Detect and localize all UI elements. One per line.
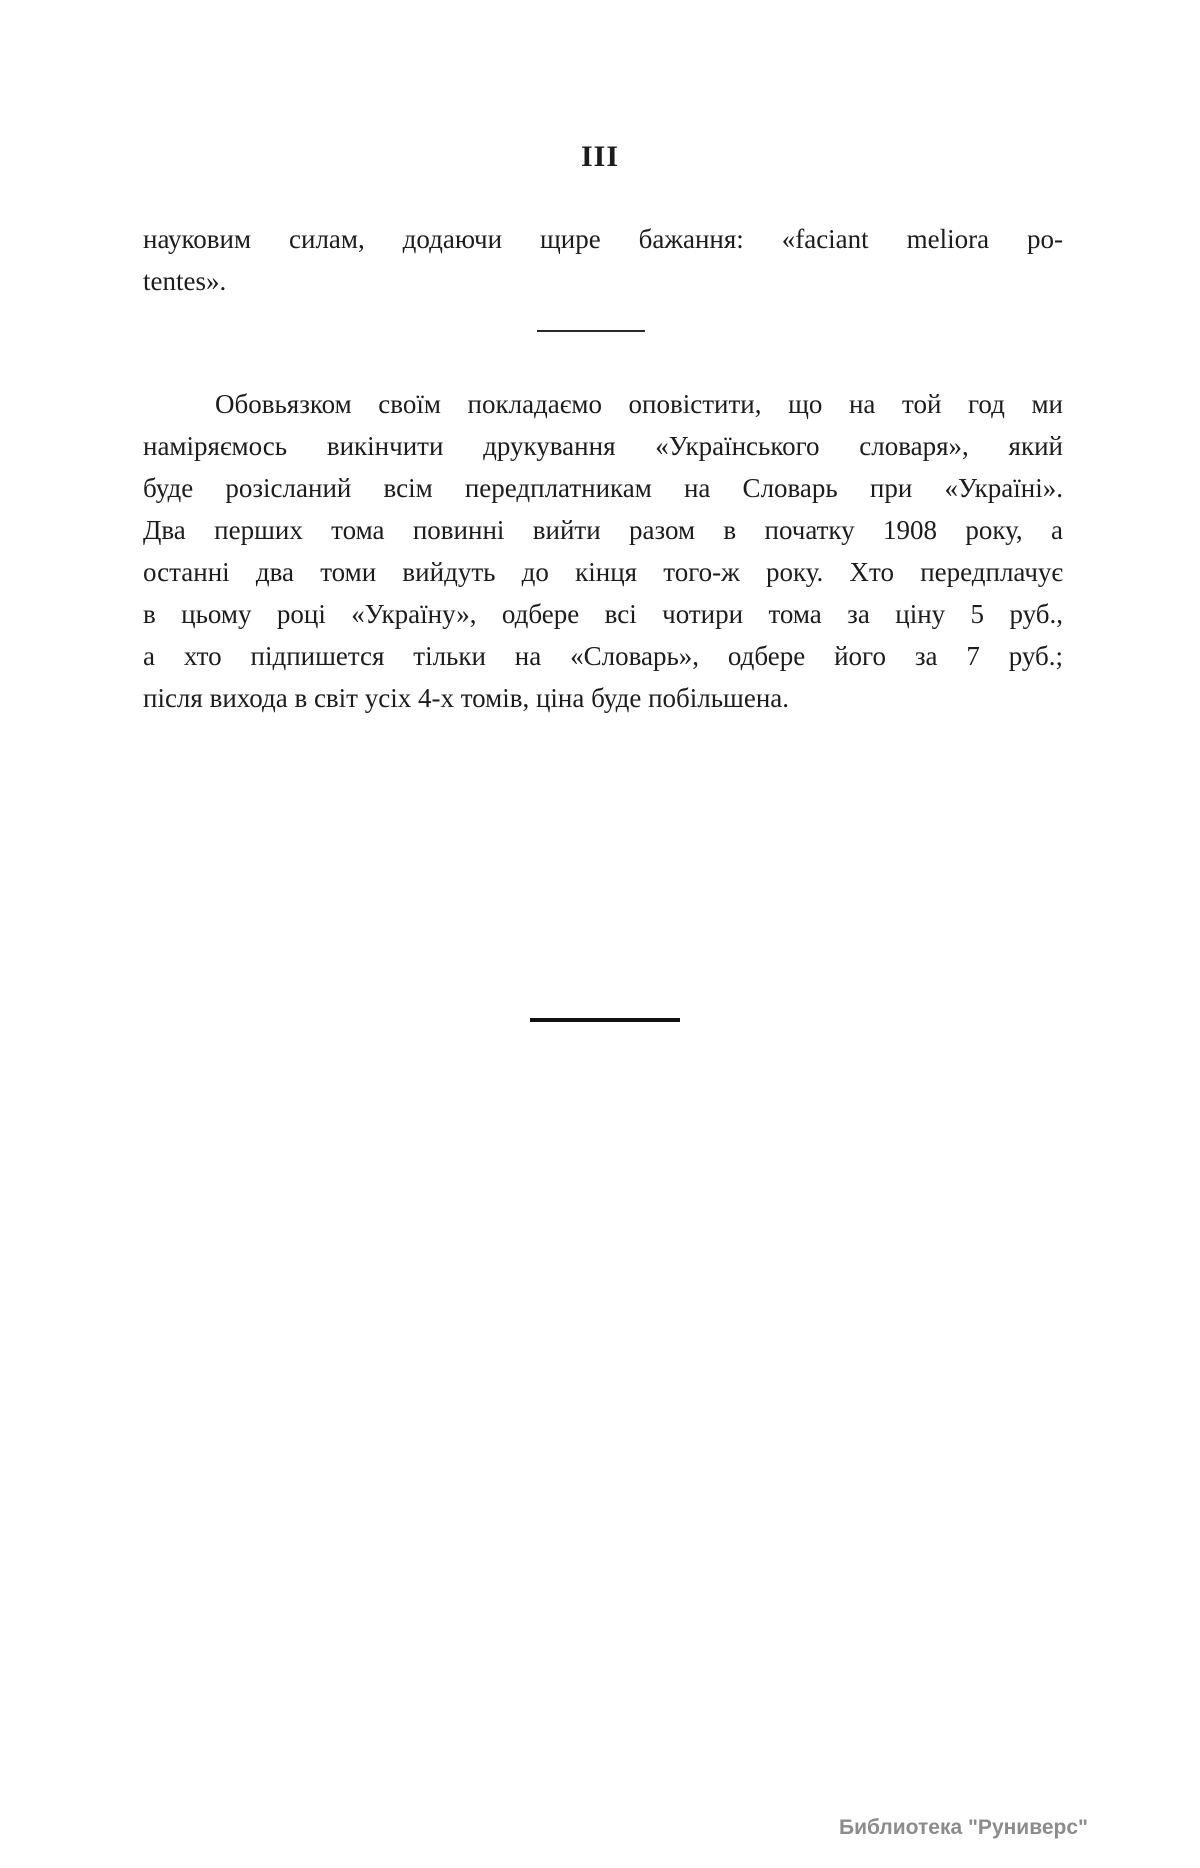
text-line: Обовьязком своїм покладаємо оповістити, що на той год ми: [215, 389, 1063, 419]
page-number: III: [580, 140, 620, 173]
text-line: буде розісланий всім передплатникам на Словарь при «Україні».: [143, 473, 1063, 503]
section-divider: [537, 330, 645, 332]
text-line: наміряємось викінчити друкування «Українського словаря», який: [143, 431, 1063, 461]
library-watermark: Библиотека "Руниверс": [838, 1816, 1088, 1839]
text-line: в цьому році «Україну», одбере всі чотири тома за ціну 5 руб.,: [143, 599, 1063, 629]
text-line: а хто підпишется тільки на «Словарь», одбере його за 7 руб.;: [143, 641, 1063, 671]
announcement-paragraph: [143, 383, 1063, 719]
text-line: останні два томи вийдуть до кінця того-ж року. Хто передплачує: [143, 557, 1063, 587]
text-line: науковим силам, додаючи щире бажання: «faciant meliora po-: [143, 224, 1063, 254]
text-line: tentes».: [143, 266, 227, 296]
continuation-paragraph: [143, 218, 1063, 302]
end-rule: [530, 1018, 680, 1022]
text-line: після вихода в світ усіх 4-х томів, ціна буде побільшена.: [143, 683, 790, 713]
text-line: Два перших тома повинні вийти разом в початку 1908 року, а: [143, 515, 1063, 545]
